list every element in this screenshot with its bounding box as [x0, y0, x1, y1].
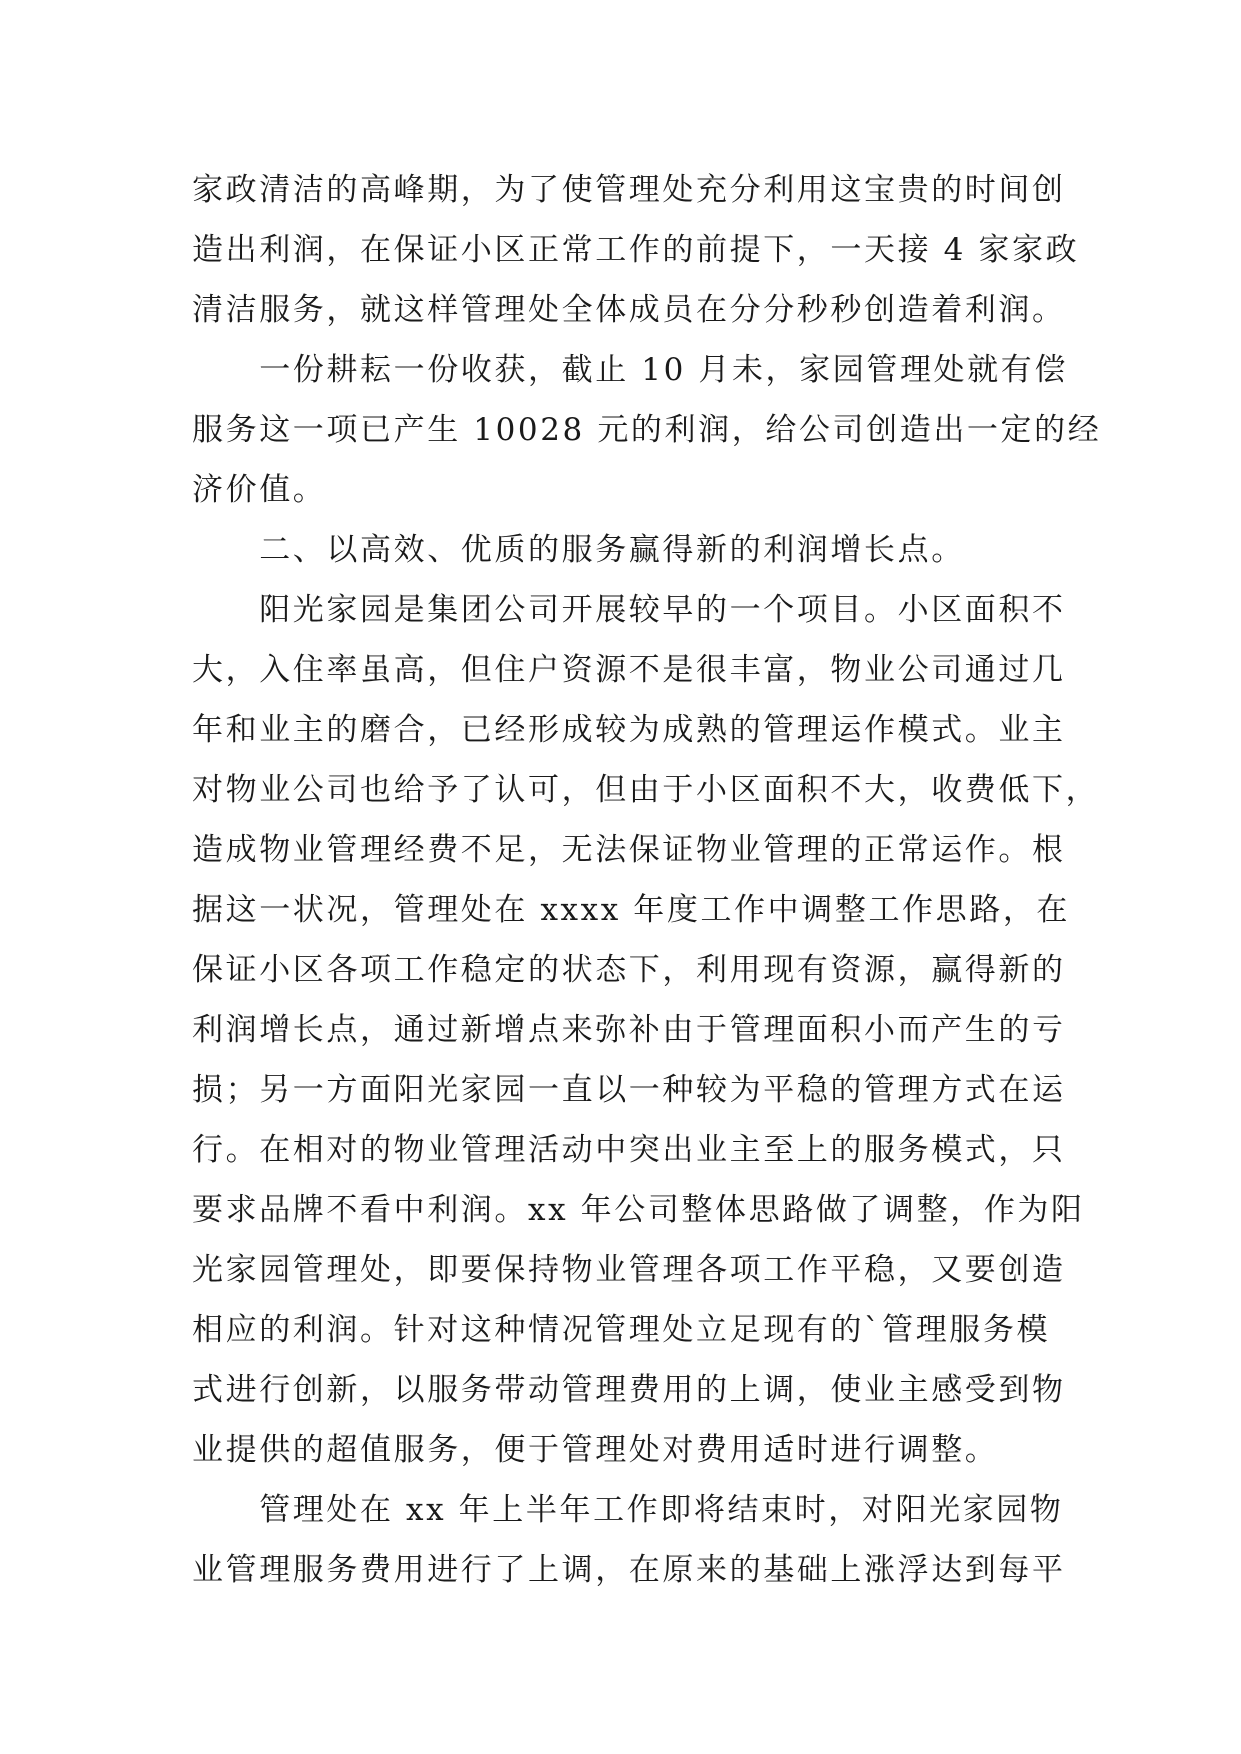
text-line: 相应的利润。针对这种情况管理处立足现有的`管理服务模 — [192, 1312, 1051, 1348]
text-line: 保证小区各项工作稳定的状态下，利用现有资源，赢得新的 — [192, 952, 1066, 988]
text-line: 要求品牌不看中利润。xx 年公司整体思路做了调整，作为阳 — [192, 1192, 1085, 1228]
body-text — [192, 160, 1102, 1600]
text-line: 造成物业管理经费不足，无法保证物业管理的正常运作。根 — [192, 832, 1066, 868]
section-heading: 二、以高效、优质的服务赢得新的利润增长点。 — [192, 532, 965, 568]
text-line: 济价值。 — [192, 472, 327, 508]
text-line: 年和业主的磨合，已经形成较为成熟的管理运作模式。业主 — [192, 712, 1066, 748]
text-line: 业管理服务费用进行了上调，在原来的基础上涨浮达到每平 — [192, 1552, 1066, 1588]
text-line: 造出利润，在保证小区正常工作的前提下，一天接 4 家家政 — [192, 232, 1080, 268]
text-line: 家政清洁的高峰期，为了使管理处充分利用这宝贵的时间创 — [192, 172, 1066, 208]
text-line: 大，入住率虽高，但住户资源不是很丰富，物业公司通过几 — [192, 652, 1066, 688]
text-line: 损；另一方面阳光家园一直以一种较为平稳的管理方式在运 — [192, 1072, 1066, 1108]
text-line: 光家园管理处，即要保持物业管理各项工作平稳，又要创造 — [192, 1252, 1066, 1288]
text-line: 据这一状况，管理处在 xxxx 年度工作中调整工作思路，在 — [192, 892, 1071, 928]
text-line: 行。在相对的物业管理活动中突出业主至上的服务模式，只 — [192, 1132, 1066, 1168]
text-line: 式进行创新，以服务带动管理费用的上调，使业主感受到物 — [192, 1372, 1066, 1408]
text-line: 阳光家园是集团公司开展较早的一个项目。小区面积不 — [192, 592, 1066, 628]
text-line: 对物业公司也给予了认可，但由于小区面积不大，收费低下， — [192, 772, 1100, 808]
text-line: 一份耕耘一份收获，截止 10 月未，家园管理处就有偿 — [192, 352, 1068, 388]
text-line: 服务这一项已产生 10028 元的利润，给公司创造出一定的经 — [192, 412, 1102, 448]
text-line: 清洁服务，就这样管理处全体成员在分分秒秒创造着利润。 — [192, 292, 1066, 328]
text-line: 管理处在 xx 年上半年工作即将结束时，对阳光家园物 — [192, 1492, 1064, 1528]
text-line: 业提供的超值服务，便于管理处对费用适时进行调整。 — [192, 1432, 999, 1468]
text-line: 利润增长点，通过新增点来弥补由于管理面积小而产生的亏 — [192, 1012, 1066, 1048]
